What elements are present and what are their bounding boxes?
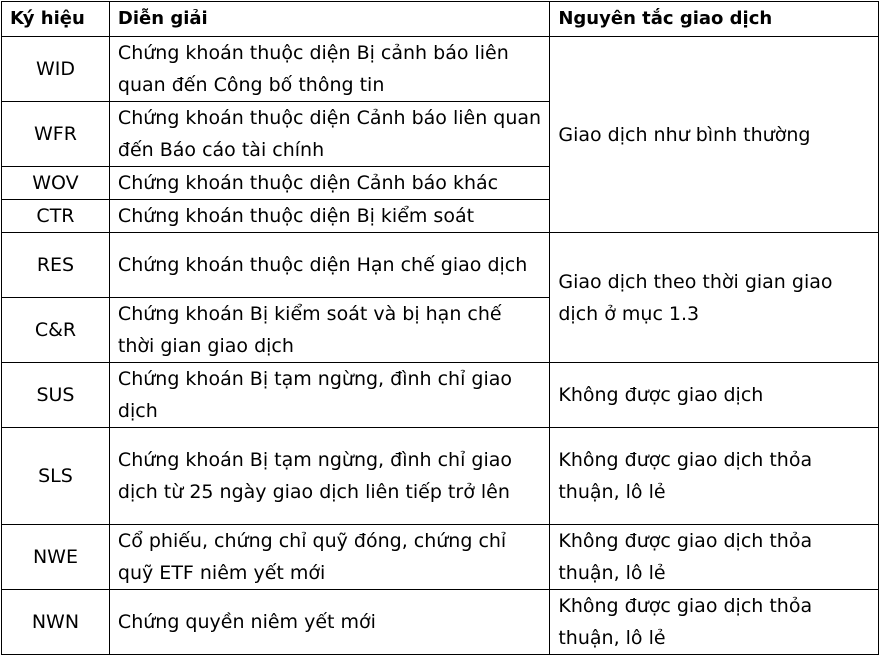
description-cell: Chứng khoán Bị kiểm soát và bị hạn chế thời gian giao dịch [109, 298, 549, 363]
rule-cell: Không được giao dịch thỏa thuận, lô lẻ [550, 525, 879, 590]
table-row [2, 590, 879, 655]
rule-cell: Không được giao dịch thỏa thuận, lô lẻ [550, 590, 879, 655]
symbol-cell: WOV [2, 167, 110, 200]
symbol-cell: SLS [2, 428, 110, 525]
symbol-cell: SUS [2, 363, 110, 428]
description-cell: Chứng khoán thuộc diện Bị kiểm soát [109, 200, 549, 233]
rule-cell: Giao dịch như bình thường [550, 37, 879, 233]
table-row [2, 233, 879, 298]
description-cell: Chứng khoán thuộc diện Cảnh báo khác [109, 167, 549, 200]
symbol-cell: WFR [2, 102, 110, 167]
symbol-cell: CTR [2, 200, 110, 233]
table-row [2, 37, 879, 102]
header-row [2, 2, 879, 37]
description-cell: Chứng khoán Bị tạm ngừng, đình chỉ giao dịch từ 25 ngày giao dịch liên tiếp trở lên [109, 428, 549, 525]
symbol-cell: NWN [2, 590, 110, 655]
description-cell: Chứng quyền niêm yết mới [109, 590, 549, 655]
header-rule: Nguyên tắc giao dịch [550, 2, 879, 37]
description-cell: Chứng khoán thuộc diện Hạn chế giao dịch [109, 233, 549, 298]
rule-cell: Không được giao dịch [550, 363, 879, 428]
rule-cell: Không được giao dịch thỏa thuận, lô lẻ [550, 428, 879, 525]
description-cell: Chứng khoán Bị tạm ngừng, đình chỉ giao dịch [109, 363, 549, 428]
symbol-cell: WID [2, 37, 110, 102]
description-cell: Chứng khoán thuộc diện Bị cảnh báo liên quan đến Công bố thông tin [109, 37, 549, 102]
table-row [2, 428, 879, 525]
header-symbol: Ký hiệu [2, 2, 110, 37]
table-row [2, 525, 879, 590]
rule-cell: Giao dịch theo thời gian giao dịch ở mục 1.3 [550, 233, 879, 363]
header-description: Diễn giải [109, 2, 549, 37]
symbol-cell: C&R [2, 298, 110, 363]
symbol-cell: RES [2, 233, 110, 298]
description-cell: Chứng khoán thuộc diện Cảnh báo liên quan đến Báo cáo tài chính [109, 102, 549, 167]
description-cell: Cổ phiếu, chứng chỉ quỹ đóng, chứng chỉ quỹ ETF niêm yết mới [109, 525, 549, 590]
symbol-cell: NWE [2, 525, 110, 590]
table-row [2, 363, 879, 428]
trading-rules-table [1, 1, 879, 655]
